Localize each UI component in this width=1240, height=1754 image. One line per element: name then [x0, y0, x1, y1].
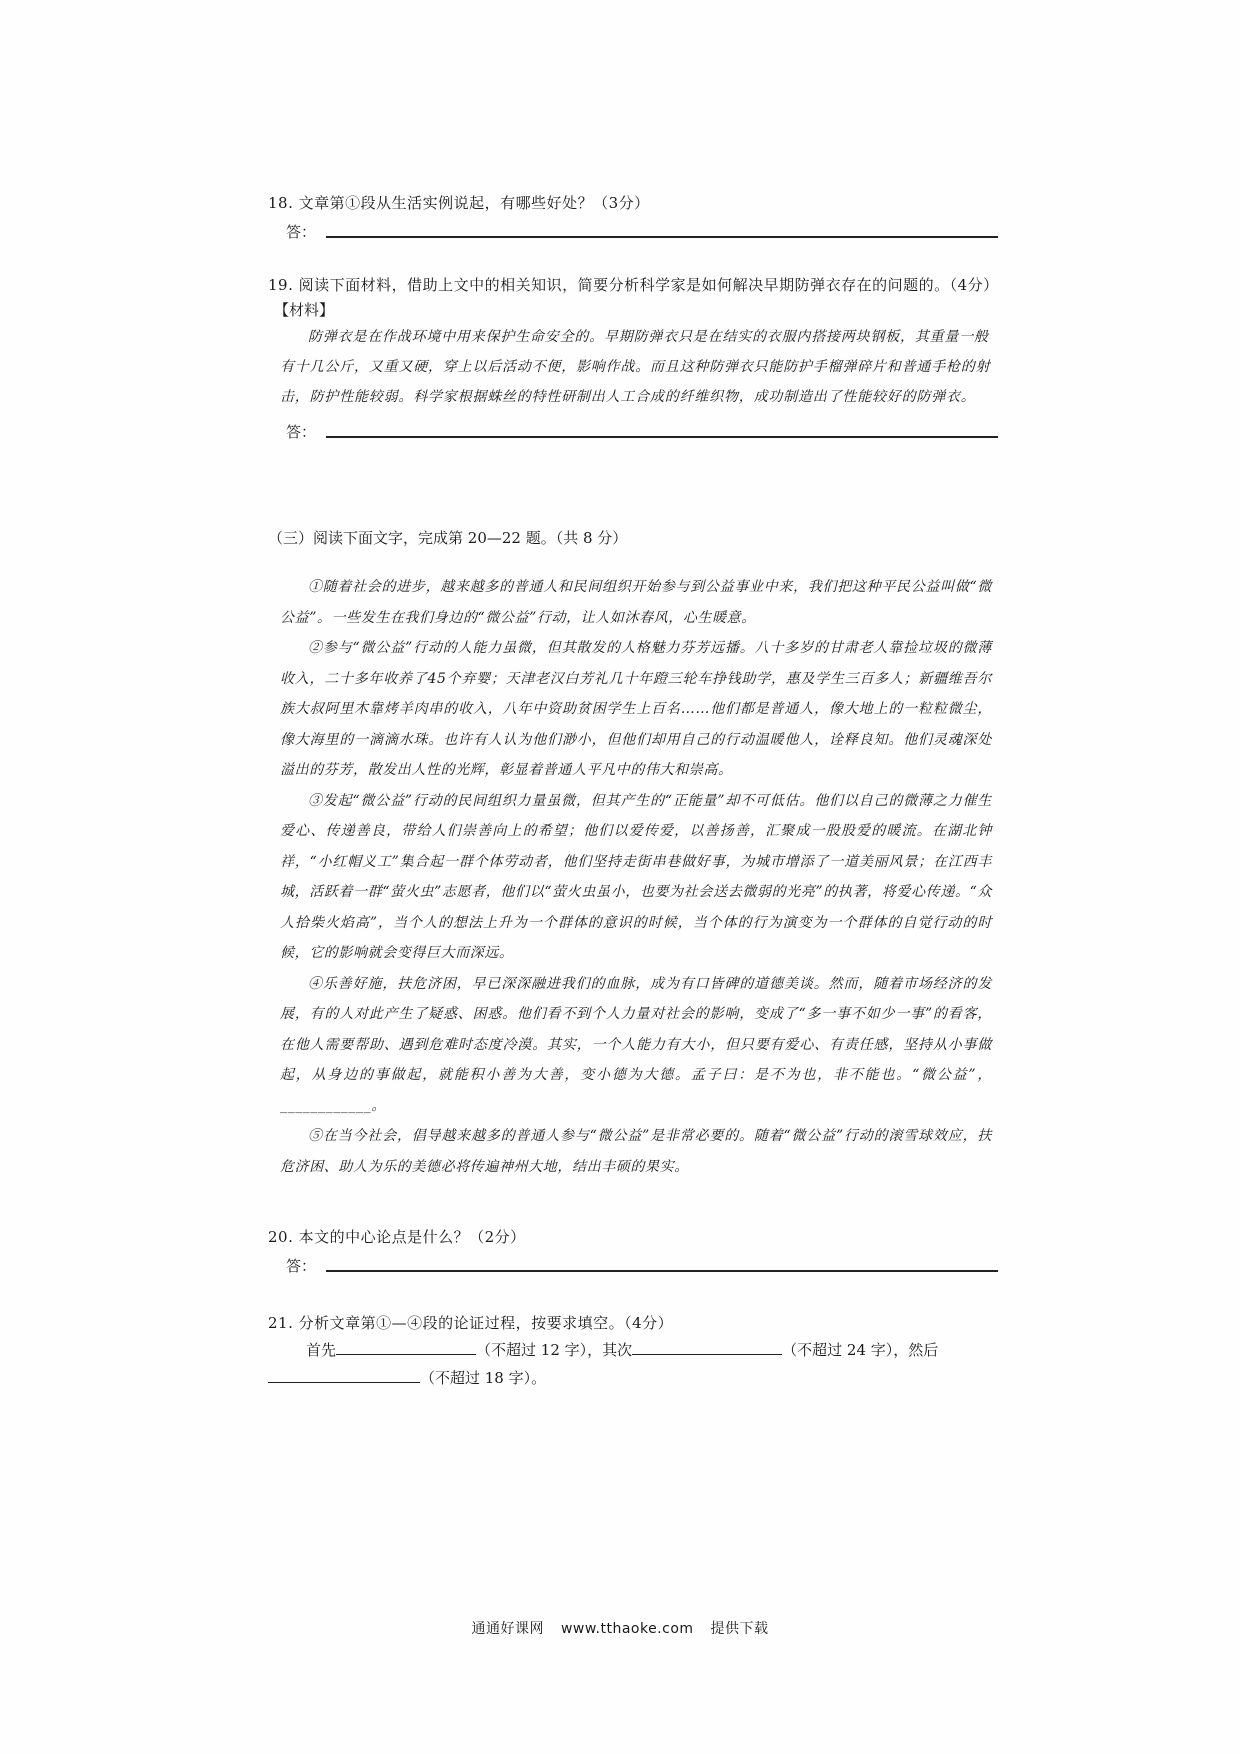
footer-suffix: 提供下载 — [710, 1621, 769, 1637]
fill-limit-1: （不超过 12 字），其次 — [476, 1341, 633, 1359]
passage-paragraph-1: ①随着社会的进步，越来越多的普通人和民间组织开始参与到公益事业中来，我们把这种平民公益叫做“微公益”。一些发生在我们身边的“微公益”行动，让人如沐春风，心生暖意。 — [280, 579, 992, 626]
question-19-title: 19. 阅读下面材料，借助上文中的相关知识，简要分析科学家是如何解决早期防弹衣存在的问题的。（4分） — [268, 276, 999, 294]
footer-site-name: 通通好课网 — [471, 1621, 544, 1637]
fill-limit-2: （不超过 24 字），然后 — [782, 1341, 939, 1359]
question-18 — [268, 190, 998, 242]
question-21-fill-line-2 — [268, 1364, 998, 1392]
fill-limit-3: （不超过 18 字）。 — [420, 1369, 547, 1387]
material-tag: 【材料】 — [274, 301, 335, 319]
question-19-answer-row[interactable] — [286, 416, 998, 442]
question-19 — [268, 272, 998, 442]
answer-line[interactable] — [326, 435, 998, 438]
section-3 — [268, 525, 998, 551]
answer-label: 答： — [286, 1257, 317, 1275]
question-18-answer-row[interactable] — [286, 216, 998, 242]
answer-line[interactable] — [326, 1269, 998, 1272]
question-21-fill-line-1 — [306, 1336, 998, 1364]
answer-label: 答： — [286, 223, 317, 241]
fill-blank-1[interactable] — [336, 1353, 476, 1355]
passage-paragraph-4: ④乐善好施，扶危济困，早已深深融进我们的血脉，成为有口皆碑的道德美谈。然而，随着市场经济的发展，有的人对此产生了疑惑、困惑。他们看不到个人力量对社会的影响，变成了“多一事不如少一事”的看客，在他人需要帮助、遇到危难时态度冷漠。其实，一个人能力有大小，但只要有爱心、有责任感，坚持从小事做起，从身边的事做起，就能积小善为大善，变小德为大德。孟子曰：是不为也，非不能也。“微公益”，____________。 — [280, 975, 992, 1114]
question-21-title: 21. 分析文章第①—④段的论证过程，按要求填空。（4分） — [268, 1314, 674, 1332]
question-21 — [268, 1310, 998, 1392]
section-3-heading: （三）阅读下面文字，完成第 20—22 题。（共 8 分） — [268, 529, 628, 547]
question-18-title: 18. 文章第①段从生活实例说起，有哪些好处？（3分） — [268, 194, 650, 212]
question-20-title: 20. 本文的中心论点是什么？（2分） — [268, 1228, 526, 1246]
answer-line[interactable] — [326, 235, 998, 238]
fill-blank-2[interactable] — [632, 1353, 782, 1355]
answer-label: 答： — [286, 423, 317, 441]
question-20-answer-row[interactable] — [286, 1250, 998, 1276]
passage-paragraph-3: ③发起“微公益”行动的民间组织力量虽微，但其产生的“正能量”却不可低估。他们以自己的微薄之力催生爱心、传递善良，带给人们崇善向上的希望；他们以爱传爱，以善扬善，汇聚成一股股爱的暖流。在湖北钟祥，“小红帽义工”集合起一群个体劳动者，他们坚持走街串巷做好事，为城市增添了一道美丽风景；在江西丰城，活跃着一群“萤火虫”志愿者，他们以“萤火虫虽小，也要为社会送去微弱的光亮”的执著，将爱心传递。“众人拾柴火焰高”，当个人的想法上升为一个群体的意识的时候，当个体的行为演变为一个群体的自觉行动的时候，它的影响就会变得巨大而深远。 — [280, 792, 992, 961]
fill-blank-3[interactable] — [268, 1381, 420, 1383]
question-20 — [268, 1224, 998, 1276]
passage-paragraph-5: ⑤在当今社会，倡导越来越多的普通人参与“微公益”是非常必要的。随着“微公益”行动的滚雪球效应，扶危济困、助人为乐的美德必将传遍神州大地，结出丰硕的果实。 — [280, 1128, 992, 1175]
reading-passage — [268, 572, 998, 1182]
page-footer — [0, 1618, 1240, 1638]
footer-url[interactable]: www.tthaoke.com — [560, 1621, 694, 1637]
fill-first-label: 首先 — [306, 1341, 337, 1359]
material-text: 防弹衣是在作战环境中用来保护生命安全的。早期防弹衣只是在结实的衣服内搭接两块钢板，其重量一般有十几公斤，又重又硬，穿上以后活动不便，影响作战。而且这种防弹衣只能防护手榴弹碎片和普通手枪的射击，防护性能较弱。科学家根据蛛丝的特性研制出人工合成的纤维织物，成功制造出了性能较好的防弹衣。 — [280, 329, 991, 405]
passage-paragraph-2: ②参与“微公益”行动的人能力虽微，但其散发的人格魅力芬芳远播。八十多岁的甘肃老人靠捡垃圾的微薄收入，二十多年收养了45个弃婴；天津老汉白芳礼几十年蹬三轮车挣钱助学，惠及学生三百多人；新疆维吾尔族大叔阿里木靠烤羊肉串的收入，八年中资助贫困学生上百名……他们都是普通人，像大地上的一粒粒微尘，像大海里的一滴滴水珠。也许有人认为他们渺小，但他们却用自己的行动温暖他人，诠释良知。他们灵魂深处溢出的芬芳，散发出人性的光辉，彰显着普通人平凡中的伟大和崇高。 — [280, 640, 992, 778]
